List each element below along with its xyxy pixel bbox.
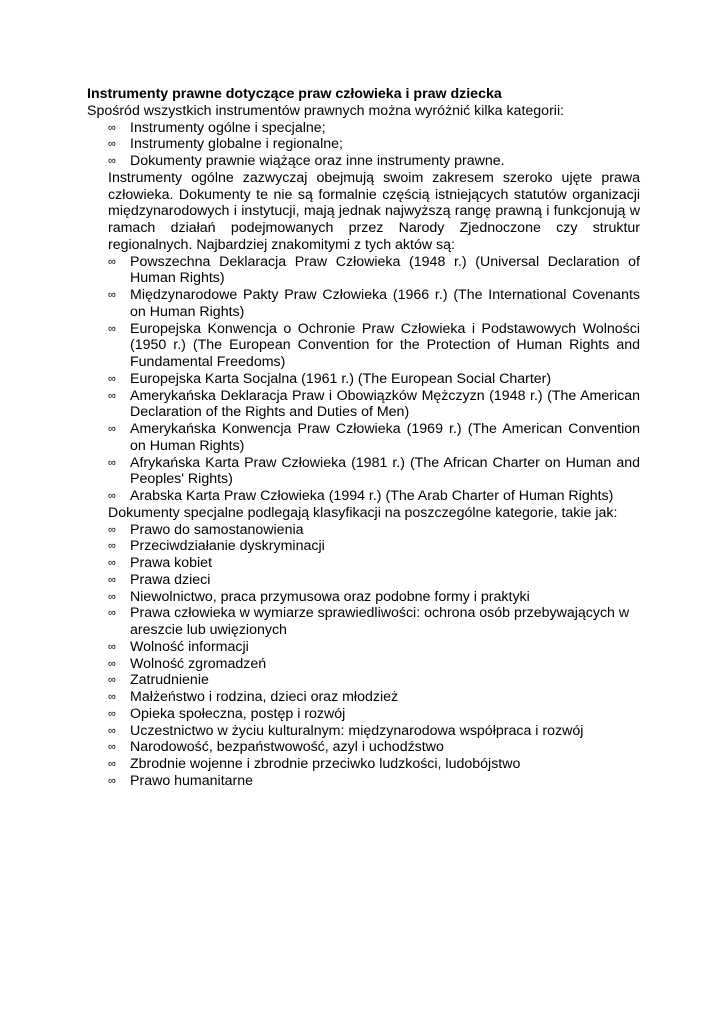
infinity-bullet-icon: ∞ <box>108 640 116 653</box>
infinity-bullet-icon: ∞ <box>108 707 116 720</box>
special-documents-paragraph: Dokumenty specjalne podlegają klasyfikacji na poszczególne kategorie, takie jak: <box>108 504 618 521</box>
list-item-text: Arabska Karta Praw Człowieka (1994 r.) (The Arab Charter of Human Rights) <box>130 488 614 504</box>
list-item-text: Zbrodnie wojenne i zbrodnie przeciwko ludzkości, ludobójstwo <box>130 756 521 772</box>
infinity-bullet-icon: ∞ <box>108 741 116 754</box>
list-item <box>87 488 640 505</box>
list-item-text: Przeciwdziałanie dyskryminacji <box>130 538 325 555</box>
list-item <box>87 706 640 723</box>
infinity-bullet-icon: ∞ <box>108 423 116 435</box>
list-item <box>87 538 640 555</box>
infinity-bullet-icon: ∞ <box>108 774 116 787</box>
infinity-bullet-icon: ∞ <box>108 724 116 737</box>
list-item-text: Opieka społeczna, postęp i rozwój <box>130 705 346 722</box>
list-item-text: Amerykańska Deklaracja Praw i Obowiązków Mężczyzn (1948 r.) (The American Declaration of the Rights and Duties of Men) <box>130 387 640 421</box>
list-item <box>87 555 640 572</box>
intro-text: Spośród wszystkich instrumentów prawnych można wyróżnić kilka kategorii: <box>87 102 565 119</box>
list-item-text: Uczestnictwo w życiu kulturalnym: międzynarodowa współpraca i rozwój <box>130 722 584 739</box>
list-item <box>87 572 640 589</box>
list-item <box>87 739 640 756</box>
list-item-text: Europejska Konwencja o Ochronie Praw Człowieka i Podstawowych Wolności (1950 r.) (The European Convention for the Protection of Human Rights and Fundamental Freedoms) <box>130 320 640 370</box>
list-item <box>87 421 640 455</box>
list-item <box>87 120 640 137</box>
infinity-bullet-icon: ∞ <box>108 657 116 670</box>
list-item <box>87 254 640 288</box>
list-item <box>87 756 640 773</box>
list-item-text: Małżeństwo i rodzina, dzieci oraz młodzież <box>130 689 399 705</box>
list-item-text: Prawa dzieci <box>130 571 211 588</box>
infinity-bullet-icon: ∞ <box>108 322 116 335</box>
infinity-bullet-icon: ∞ <box>108 490 116 502</box>
general-instruments-list <box>87 254 640 505</box>
infinity-bullet-icon: ∞ <box>108 674 116 687</box>
infinity-bullet-icon: ∞ <box>108 372 116 385</box>
general-instruments-paragraph: Instrumenty ogólne zazwyczaj obejmują swoim zakresem szeroko ujęte prawa człowieka. Dokumenty te nie są formalnie częścią istniejących statutów organizacji międzynarodowych i instytucji, mają jednak najwyższą rangę prawną i funkcjonują w ramach działań podejmowanych przez Narody Zjednoczone czy struktur regionalnych. Najbardziej znakomitymi z tych aktów są: <box>108 169 640 253</box>
list-item <box>87 639 640 656</box>
list-item-text: Prawa kobiet <box>130 555 213 571</box>
infinity-bullet-icon: ∞ <box>108 573 116 586</box>
list-item <box>87 136 640 153</box>
infinity-bullet-icon: ∞ <box>108 289 116 301</box>
list-item-text: Prawo humanitarne <box>130 772 254 789</box>
list-item <box>87 605 640 639</box>
infinity-bullet-icon: ∞ <box>108 456 116 469</box>
list-item-text: Instrumenty ogólne i specjalne; <box>130 119 326 136</box>
list-item <box>87 371 640 388</box>
infinity-bullet-icon: ∞ <box>108 758 116 770</box>
infinity-bullet-icon: ∞ <box>108 255 116 268</box>
list-item-text: Wolność informacji <box>130 638 249 655</box>
list-item-text: Powszechna Deklaracja Praw Człowieka (1948 r.) (Universal Declaration of Human Rights) <box>130 253 640 287</box>
infinity-bullet-icon: ∞ <box>108 557 116 569</box>
infinity-bullet-icon: ∞ <box>108 540 116 553</box>
list-item <box>87 287 640 321</box>
list-item <box>87 656 640 673</box>
list-item-text: Prawo do samostanowienia <box>130 521 304 538</box>
list-item-text: Zatrudnienie <box>130 672 209 689</box>
list-item <box>87 153 640 170</box>
list-item-text: Prawa człowieka w wymiarze sprawiedliwości: ochrona osób przebywających w areszcie lub uwięzionych <box>130 605 630 638</box>
list-item-text: Europejska Karta Socjalna (1961 r.) (The European Social Charter) <box>130 370 552 387</box>
infinity-bullet-icon: ∞ <box>108 523 116 536</box>
list-item <box>87 672 640 689</box>
infinity-bullet-icon: ∞ <box>108 155 116 167</box>
list-item-text: Afrykańska Karta Praw Człowieka (1981 r.) (The African Charter on Human and Peoples' Rights) <box>130 454 640 488</box>
infinity-bullet-icon: ∞ <box>108 691 116 703</box>
list-item-text: Narodowość, bezpaństwowość, azyl i uchodźstwo <box>130 739 444 756</box>
list-item <box>87 723 640 740</box>
infinity-bullet-icon: ∞ <box>108 121 116 134</box>
list-item <box>87 589 640 606</box>
list-item <box>87 522 640 539</box>
infinity-bullet-icon: ∞ <box>108 138 116 151</box>
document-title: Instrumenty prawne dotyczące praw człowieka i praw dziecka <box>87 86 502 102</box>
list-item-text: Wolność zgromadzeń <box>130 655 267 672</box>
list-item <box>87 689 640 706</box>
categories-list <box>87 120 640 170</box>
special-categories-list <box>87 522 640 790</box>
infinity-bullet-icon: ∞ <box>108 607 116 620</box>
list-item <box>87 773 640 790</box>
infinity-bullet-icon: ∞ <box>108 590 116 603</box>
list-item <box>87 455 640 489</box>
list-item <box>87 321 640 371</box>
list-item <box>87 388 640 422</box>
list-item-text: Niewolnictwo, praca przymusowa oraz podobne formy i praktyki <box>130 588 530 605</box>
list-item-text: Dokumenty prawnie wiążące oraz inne instrumenty prawne. <box>130 153 505 169</box>
list-item-text: Międzynarodowe Pakty Praw Człowieka (1966 r.) (The International Covenants on Human Rights) <box>130 287 640 320</box>
document-page <box>87 86 640 790</box>
list-item-text: Instrumenty globalne i regionalne; <box>130 136 343 153</box>
list-item-text: Amerykańska Konwencja Praw Człowieka (1969 r.) (The American Convention on Human Rights) <box>130 421 640 454</box>
infinity-bullet-icon: ∞ <box>108 389 116 402</box>
